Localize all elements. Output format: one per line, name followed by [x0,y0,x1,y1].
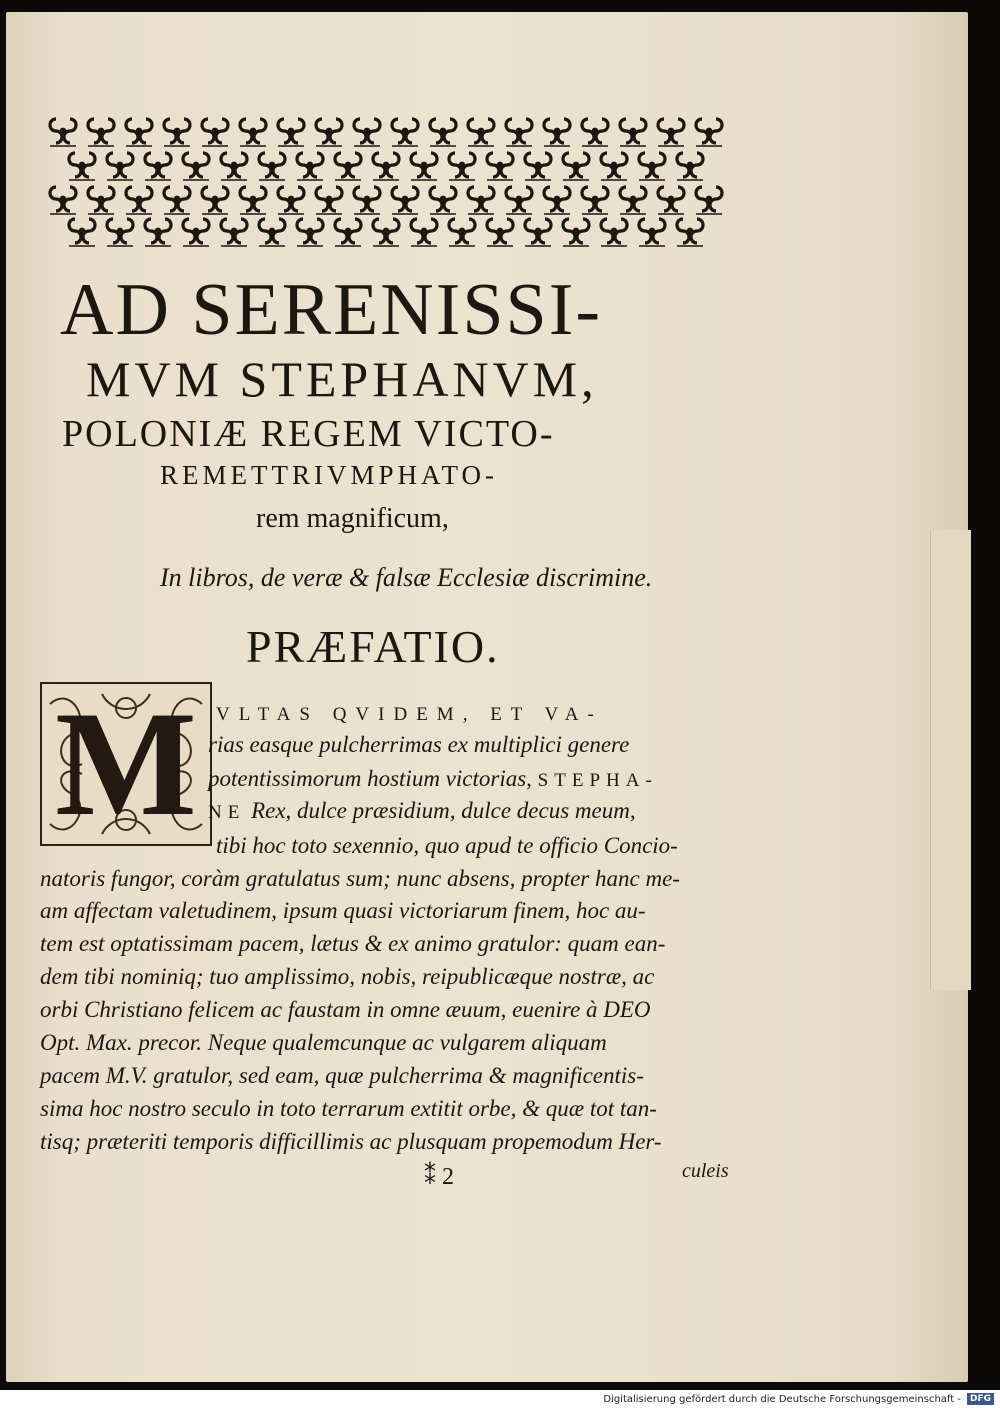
body-line-3 [208,766,658,792]
footer-credit: Digitalisierung gefördert durch die Deutsche Forschungsgemeinschaft - [603,1393,961,1405]
body-line-2: rias easque pulcherrimas ex multiplici genere [208,732,630,757]
body-line-8: tem est optatissimam pacem, lætus & ex animo gratulor: quam ean- [40,931,666,956]
body-line-10: orbi Christiano felicem ac faustam in omne æuum, euenire à DEO [40,997,651,1022]
body-line-6: natoris fungor, coràm gratulatus sum; nunc absens, propter hanc me- [40,866,680,891]
title-line-5: rem magnificum, [256,503,449,534]
signature-mark: ⁑ 2 [424,1164,454,1190]
body-line-4-text: Rex, dulce præsidium, dulce decus meum, [251,798,636,823]
page-fold-tab [930,530,971,990]
dfg-logo: DFG [967,1393,994,1405]
body-line-3-text: potentissimorum hostium victorias, [208,766,532,791]
body-line-5: tibi hoc toto sexennio, quo apud te officio Concio- [216,833,678,858]
title-line-4: REMETTRIVMPHATO- [160,460,499,490]
title-line-2: MVM STEPHANVM, [86,351,598,407]
body-line-4 [208,798,636,824]
section-heading: PRÆFATIO. [246,621,500,672]
catchword: culeis [682,1160,729,1182]
body-line-13: sima hoc nostro seculo in toto terrarum extitit orbe, & quæ tot tan- [40,1096,657,1121]
decorated-initial [40,682,212,846]
body-line-14: tisq; præteriti temporis difficillimis ac plusquam propemodum Her- [40,1129,662,1154]
body-line-7: am affectam valetudinem, ipsum quasi victoriarum finem, hoc au- [40,898,646,923]
body-line-4-name: NE [208,802,246,823]
ornamental-border [44,115,744,250]
title-line-1: AD SERENISSI- [60,269,602,351]
body-line-12: pacem M.V. gratulor, sed eam, quæ pulcherrima & magnificentis- [40,1063,644,1088]
body-line-3-name: STEPHA- [537,770,658,791]
title-line-3: POLONIÆ REGEM VICTO- [62,413,555,455]
body-line-1: VLTAS QVIDEM, ET VA- [216,704,603,725]
body-line-11: Opt. Max. precor. Neque qualemcunque ac vulgarem aliquam [40,1030,607,1055]
digitization-footer [0,1390,1000,1408]
subtitle: In libros, de veræ & falsæ Ecclesiæ discrimine. [160,563,653,592]
drop-cap-letter: M [55,681,197,847]
body-line-9: dem tibi nominiq; tuo amplissimo, nobis, reipublicæque nostræ, ac [40,964,655,989]
